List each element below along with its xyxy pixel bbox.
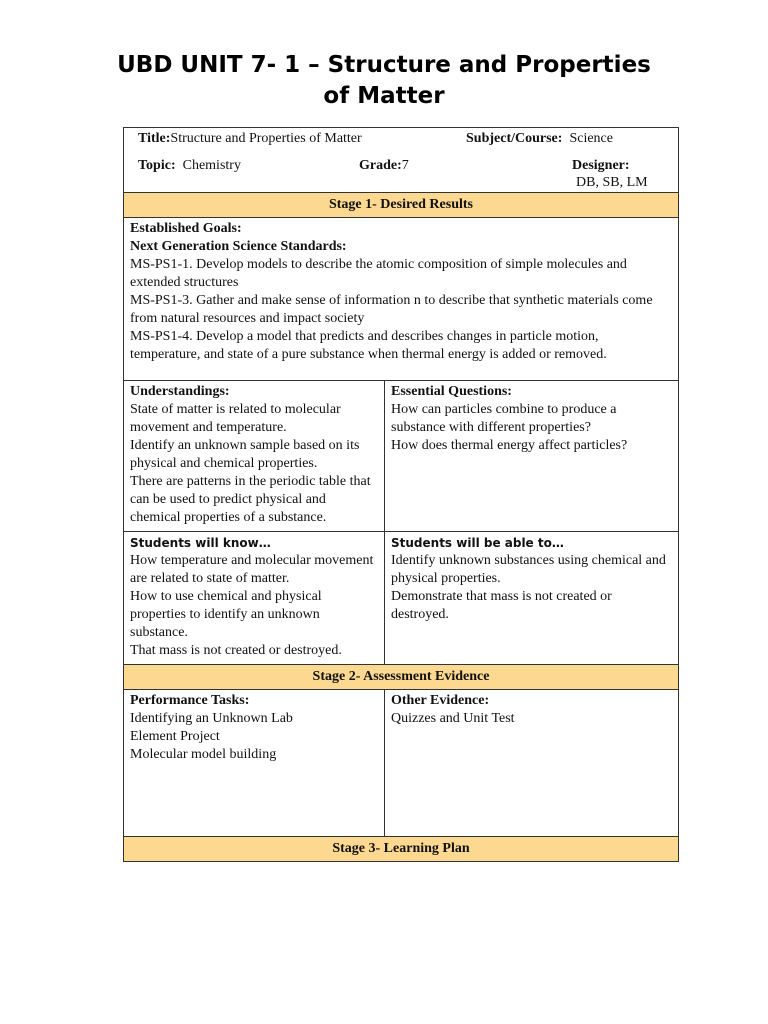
other-evidence-cell xyxy=(385,690,679,837)
stage3-heading: Stage 3- Learning Plan xyxy=(124,837,679,862)
topic-field xyxy=(138,157,241,175)
stage3-band xyxy=(124,837,679,862)
essential-questions-label: Essential Questions: xyxy=(391,384,512,399)
header-info-cell xyxy=(124,128,679,193)
document-title-line-2: of Matter xyxy=(323,83,445,109)
know-item: How to use chemical and physical properties to identify an unknown substance. xyxy=(130,589,322,640)
task-item: Molecular model building xyxy=(130,747,277,762)
able-item: Identify unknown substances using chemical and physical properties. xyxy=(391,553,666,586)
goals-cell xyxy=(124,218,679,381)
designer-label: Designer: xyxy=(572,158,630,173)
title-label: Title: xyxy=(138,131,171,146)
grade-value: 7 xyxy=(401,158,409,173)
students-able-label: Students will be able to… xyxy=(391,536,564,550)
subject-field xyxy=(466,130,613,148)
ubd-plan-table xyxy=(123,127,679,862)
stage2-band xyxy=(124,665,679,690)
standards-label: Next Generation Science Standards: xyxy=(130,239,347,254)
title-value: Structure and Properties of Matter xyxy=(170,131,362,146)
header-info-row xyxy=(124,128,679,193)
standard-item: MS-PS1-1. Develop models to describe the atomic composition of simple molecules and extended structures xyxy=(130,257,627,290)
evidence-item: Quizzes and Unit Test xyxy=(391,711,515,726)
understandings-cell xyxy=(124,381,385,532)
question-item: How can particles combine to produce a substance with different properties? xyxy=(391,402,617,435)
established-goals-label: Established Goals: xyxy=(130,221,242,236)
subject-label: Subject/Course: xyxy=(466,131,563,146)
know-item: That mass is not created or destroyed. xyxy=(130,643,342,658)
questions-cell xyxy=(385,381,679,532)
subject-value: Science xyxy=(569,131,613,146)
understanding-item: State of matter is related to molecular movement and temperature. xyxy=(130,402,341,435)
stage1-heading: Stage 1- Desired Results xyxy=(124,193,679,218)
other-evidence-label: Other Evidence: xyxy=(391,693,490,708)
understanding-item: Identify an unknown sample based on its physical and chemical properties. xyxy=(130,438,360,471)
understanding-item: There are patterns in the periodic table that can be used to predict physical and chemical properties of a substance. xyxy=(130,474,371,525)
task-item: Element Project xyxy=(130,729,220,744)
know-item: How temperature and molecular movement are related to state of matter. xyxy=(130,553,374,586)
able-cell xyxy=(385,532,679,665)
know-cell xyxy=(124,532,385,665)
designer-value: DB, SB, LM xyxy=(576,175,648,190)
standard-item: MS-PS1-4. Develop a model that predicts and describes changes in particle motion, temperature, and state of a pure substance when thermal energy is added or removed. xyxy=(130,329,607,362)
document-title xyxy=(100,50,668,112)
able-item: Demonstrate that mass is not created or destroyed. xyxy=(391,589,612,622)
question-item: How does thermal energy affect particles? xyxy=(391,438,628,453)
topic-label: Topic: xyxy=(138,158,176,173)
know-able-row xyxy=(124,532,679,665)
goals-row xyxy=(124,218,679,381)
topic-value: Chemistry xyxy=(182,158,241,173)
evidence-row xyxy=(124,690,679,837)
stage2-heading: Stage 2- Assessment Evidence xyxy=(124,665,679,690)
performance-tasks-label: Performance Tasks: xyxy=(130,693,250,708)
stage1-band xyxy=(124,193,679,218)
understandings-row xyxy=(124,381,679,532)
title-field xyxy=(138,130,362,148)
performance-tasks-cell xyxy=(124,690,385,837)
understandings-label: Understandings: xyxy=(130,384,230,399)
standard-item: MS-PS1-3. Gather and make sense of information n to describe that synthetic materials come from natural resources and impact society xyxy=(130,293,653,326)
task-item: Identifying an Unknown Lab xyxy=(130,711,293,726)
grade-label: Grade: xyxy=(359,158,402,173)
students-know-label: Students will know… xyxy=(130,536,271,550)
document-title-line-1: UBD UNIT 7- 1 – Structure and Properties xyxy=(117,52,651,78)
grade-field xyxy=(359,157,409,175)
